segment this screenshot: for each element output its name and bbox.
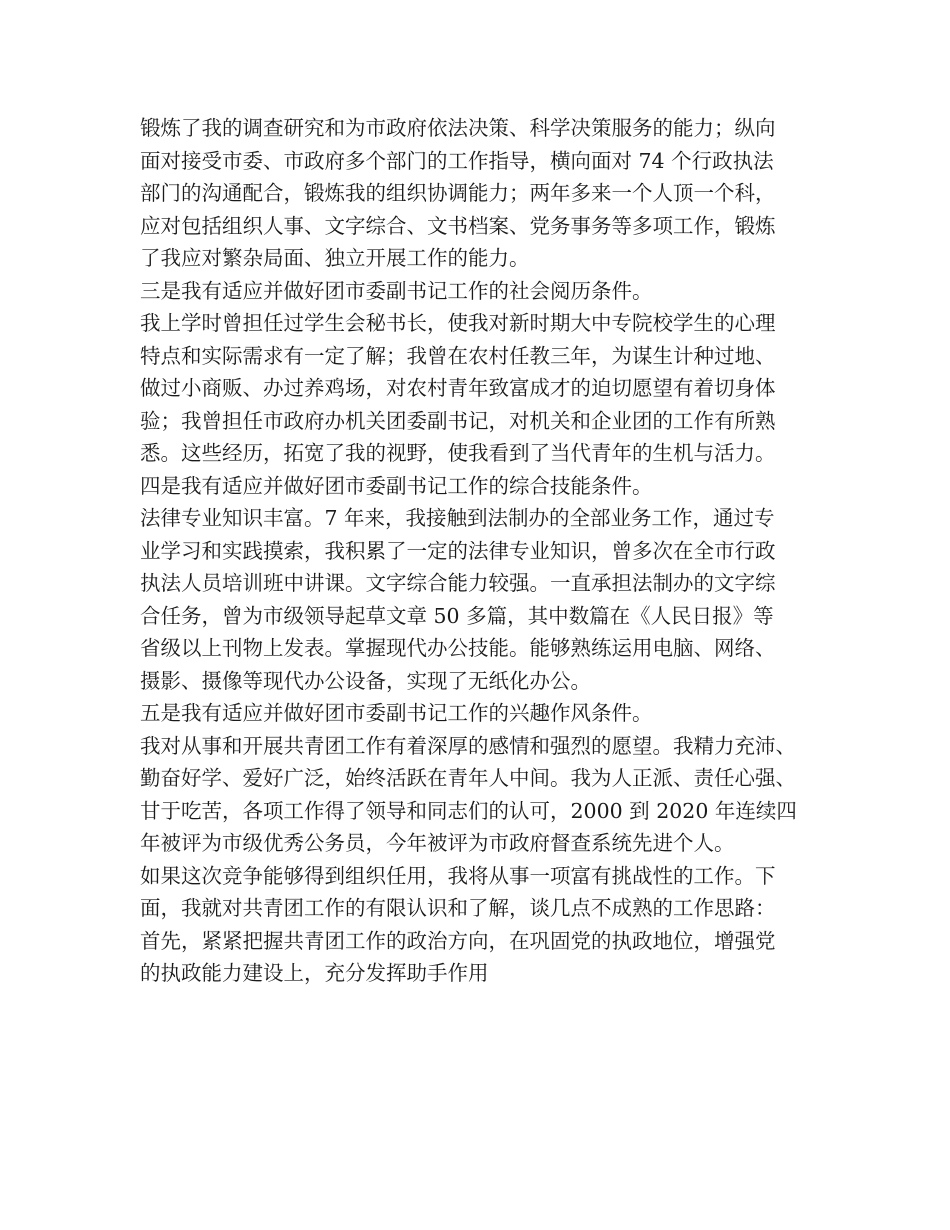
text-line-25: 面，我就对共青团工作的有限认识和了解，谈几点不成熟的工作思路： (140, 896, 776, 920)
text-line-22: 甘于吃苦，各项工作得了领导和同志们的认可，2000 到 2020 年连续四 (140, 798, 797, 823)
text-line-23: 年被评为市级优秀公务员，今年被评为市政府督查系统先进个人。 (140, 831, 735, 855)
text-line-2: 面对接受市委、市政府多个部门的工作指导，横向面对 74 个行政执法 (140, 148, 774, 173)
text-line-16: 合任务，曾为市级领导起草文章 50 多篇，其中数篇在《人民日报》等 (140, 603, 774, 628)
text-line-3: 部门的沟通配合，锻炼我的组织协调能力；两年多来一个人顶一个科， (140, 181, 776, 205)
text-line-20: 我对从事和开展共青团工作有着深厚的感情和强烈的愿望。我精力充沛、 (140, 733, 796, 758)
text-line-1: 锻炼了我的调查研究和为市政府依法决策、科学决策服务的能力；纵向 (140, 116, 776, 140)
section-heading-3: 三是我有适应并做好团市委副书记工作的社会阅历条件。 (140, 278, 653, 303)
text-line-17: 省级以上刊物上发表。掌握现代办公技能。能够熟练运用电脑、网络、 (140, 636, 776, 660)
text-line-13: 法律专业知识丰富。7 年来，我接触到法制办的全部业务工作，通过专 (140, 506, 775, 530)
text-line-27: 的执政能力建设上，充分发挥助手作用 (140, 961, 489, 985)
text-line-10: 验；我曾担任市政府办机关团委副书记，对机关和企业团的工作有所熟 (140, 408, 776, 433)
text-line-4: 应对包括组织人事、文字综合、文书档案、党务事务等多项工作，锻炼 (140, 213, 776, 238)
text-line-18: 摄影、摄像等现代办公设备，实现了无纸化办公。 (140, 668, 591, 693)
text-line-26: 首先，紧紧把握共青团工作的政治方向，在巩固党的执政地位，增强党 (140, 928, 776, 953)
section-heading-5: 五是我有适应并做好团市委副书记工作的兴趣作风条件。 (140, 701, 653, 725)
text-line-14: 业学习和实践摸索，我积累了一定的法律专业知识，曾多次在全市行政 (140, 538, 776, 563)
text-line-21: 勤奋好学、爱好广泛，始终活跃在青年人中间。我为人正派、责任心强、 (140, 766, 796, 790)
text-line-15: 执法人员培训班中讲课。文字综合能力较强。一直承担法制办的文字综 (140, 571, 776, 595)
text-line-7: 我上学时曾担任过学生会秘书长，使我对新时期大中专院校学生的心理 (140, 311, 776, 335)
section-heading-4: 四是我有适应并做好团市委副书记工作的综合技能条件。 (140, 473, 653, 498)
text-line-8: 特点和实际需求有一定了解；我曾在农村任教三年，为谋生计种过地、 (140, 343, 776, 368)
text-line-11: 悉。这些经历，拓宽了我的视野，使我看到了当代青年的生机与活力。 (140, 441, 776, 465)
text-line-24: 如果这次竞争能够得到组织任用，我将从事一项富有挑战性的工作。下 (140, 863, 776, 888)
text-line-5: 了我应对繁杂局面、独立开展工作的能力。 (140, 246, 530, 270)
document-body (140, 112, 830, 990)
text-line-9: 做过小商贩、办过养鸡场，对农村青年致富成才的迫切愿望有着切身体 (140, 376, 776, 400)
